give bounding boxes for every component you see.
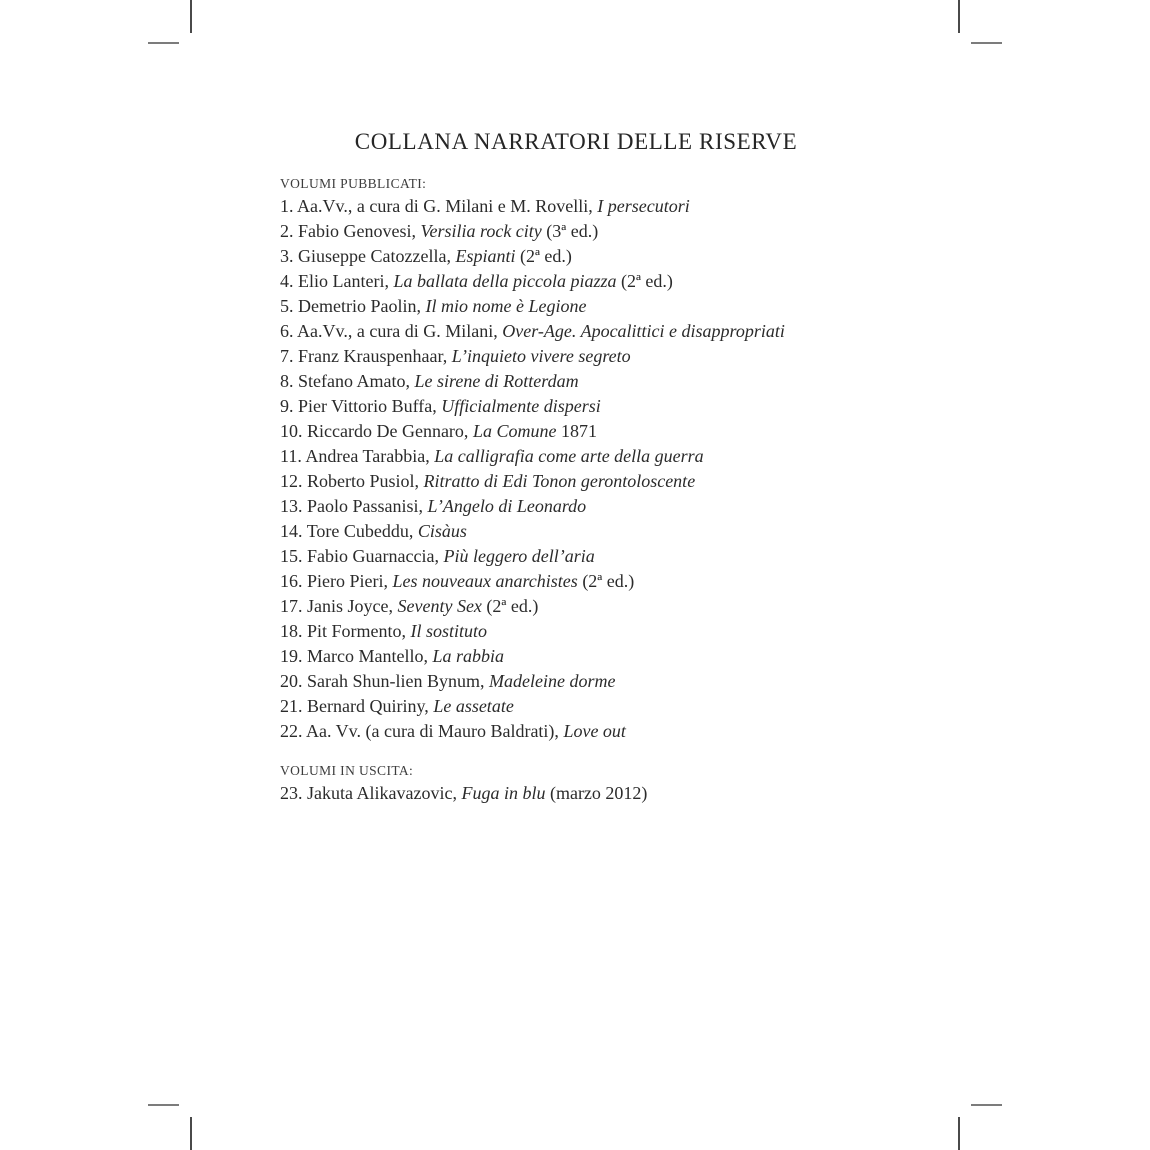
item-suffix: (marzo 2012) xyxy=(545,783,648,803)
item-author: Marco Mantello, xyxy=(307,646,433,666)
item-number: 4. xyxy=(280,271,298,291)
item-number: 20. xyxy=(280,671,307,691)
item-number: 16. xyxy=(280,571,307,591)
item-title: Love out xyxy=(563,721,626,741)
item-title: Il sostituto xyxy=(410,621,488,641)
list-item xyxy=(280,669,920,694)
item-number: 2. xyxy=(280,221,298,241)
item-number: 5. xyxy=(280,296,298,316)
item-author: Pier Vittorio Buffa, xyxy=(298,396,442,416)
item-suffix: 1871 xyxy=(556,421,597,441)
item-author: Elio Lanteri, xyxy=(298,271,394,291)
item-number: 1. xyxy=(280,196,298,216)
section-heading-forthcoming: VOLUMI IN USCITA: xyxy=(280,763,414,778)
item-number: 17. xyxy=(280,596,307,616)
list-item xyxy=(280,369,920,394)
list-item xyxy=(280,469,920,494)
item-author: Paolo Passanisi, xyxy=(307,496,428,516)
item-author: Tore Cubeddu, xyxy=(306,521,418,541)
item-number: 13. xyxy=(280,496,307,516)
item-number: 21. xyxy=(280,696,307,716)
item-number: 23. xyxy=(280,783,307,803)
crop-mark-top-left-vertical xyxy=(190,0,192,33)
item-title: I persecutori xyxy=(597,196,690,216)
list-item xyxy=(280,494,920,519)
item-suffix: (2ª ed.) xyxy=(515,246,572,266)
item-number: 19. xyxy=(280,646,307,666)
item-author: Riccardo De Gennaro, xyxy=(307,421,473,441)
list-item xyxy=(280,594,920,619)
item-title: Ufficialmente dispersi xyxy=(441,396,601,416)
item-author: Aa.Vv., a cura di G. Milani, xyxy=(297,321,503,341)
item-author: Bernard Quiriny, xyxy=(307,696,434,716)
section-heading-published: VOLUMI PUBBLICATI: xyxy=(280,176,427,191)
list-item xyxy=(280,781,920,806)
published-volumes-list xyxy=(280,194,920,744)
item-number: 7. xyxy=(280,346,298,366)
list-item xyxy=(280,519,920,544)
item-title: Seventy Sex xyxy=(397,596,482,616)
item-title: Madeleine dorme xyxy=(489,671,616,691)
item-author: Fabio Genovesi, xyxy=(298,221,421,241)
item-title: Le sirene di Rotterdam xyxy=(414,371,579,391)
item-number: 6. xyxy=(280,321,298,341)
list-item xyxy=(280,269,920,294)
item-number: 15. xyxy=(280,546,307,566)
item-title: Ritratto di Edi Tonon gerontoloscente xyxy=(423,471,696,491)
item-title: Il mio nome è Legione xyxy=(425,296,587,316)
list-item xyxy=(280,194,920,219)
item-title: Over-Age. Apocalittici e disappropriati xyxy=(502,321,785,341)
item-author: Andrea Tarabbia, xyxy=(305,446,435,466)
item-author: Jakuta Alikavazovic, xyxy=(307,783,462,803)
item-suffix: (2ª ed.) xyxy=(616,271,673,291)
item-title: Cisàus xyxy=(417,521,467,541)
item-title: Più leggero dell’aria xyxy=(443,546,595,566)
item-author: Giuseppe Catozzella, xyxy=(298,246,456,266)
crop-mark-bottom-right-vertical xyxy=(958,1117,960,1150)
crop-mark-top-right-horizontal xyxy=(971,42,1002,44)
item-number: 12. xyxy=(280,471,307,491)
item-author: Aa. Vv. (a cura di Mauro Baldrati), xyxy=(306,721,564,741)
list-item xyxy=(280,544,920,569)
item-title: L’inquieto vivere segreto xyxy=(451,346,631,366)
item-author: Stefano Amato, xyxy=(298,371,415,391)
item-suffix: (3ª ed.) xyxy=(541,221,599,241)
item-number: 10. xyxy=(280,421,307,441)
list-item xyxy=(280,219,920,244)
item-number: 9. xyxy=(280,396,298,416)
list-item xyxy=(280,419,920,444)
list-item xyxy=(280,694,920,719)
list-item xyxy=(280,394,920,419)
list-item xyxy=(280,719,920,744)
item-author: Pit Formento, xyxy=(307,621,411,641)
item-title: L’Angelo di Leonardo xyxy=(427,496,587,516)
item-author: Demetrio Paolin, xyxy=(298,296,426,316)
forthcoming-volumes-list xyxy=(280,781,920,806)
item-suffix: (2ª ed.) xyxy=(577,571,635,591)
item-author: Piero Pieri, xyxy=(307,571,393,591)
item-title: Le assetate xyxy=(433,696,514,716)
crop-mark-bottom-right-horizontal xyxy=(971,1104,1002,1106)
list-item xyxy=(280,444,920,469)
item-author: Sarah Shun-lien Bynum, xyxy=(307,671,489,691)
list-item xyxy=(280,294,920,319)
item-title: La rabbia xyxy=(432,646,504,666)
item-suffix: (2ª ed.) xyxy=(481,596,539,616)
list-item xyxy=(280,319,920,344)
item-title: Versilia rock city xyxy=(420,221,542,241)
list-item xyxy=(280,619,920,644)
item-title: La Comune xyxy=(472,421,557,441)
item-number: 11. xyxy=(280,446,306,466)
list-item xyxy=(280,644,920,669)
item-title: Les nouveaux anarchistes xyxy=(392,571,578,591)
item-author: Roberto Pusiol, xyxy=(307,471,424,491)
crop-mark-top-left-horizontal xyxy=(148,42,179,44)
list-item xyxy=(280,244,920,269)
crop-mark-bottom-left-horizontal xyxy=(148,1104,179,1106)
item-author: Janis Joyce, xyxy=(307,596,398,616)
list-item xyxy=(280,569,920,594)
item-number: 22. xyxy=(280,721,307,741)
item-author: Fabio Guarnaccia, xyxy=(307,546,444,566)
item-author: Franz Krauspenhaar, xyxy=(298,346,452,366)
item-title: La ballata della piccola piazza xyxy=(393,271,617,291)
item-author: Aa.Vv., a cura di G. Milani e M. Rovelli, xyxy=(297,196,598,216)
item-number: 18. xyxy=(280,621,307,641)
crop-mark-bottom-left-vertical xyxy=(190,1117,192,1150)
item-title: Fuga in blu xyxy=(461,783,546,803)
crop-mark-top-right-vertical xyxy=(958,0,960,33)
list-item xyxy=(280,344,920,369)
series-title: COLLANA NARRATORI DELLE RISERVE xyxy=(354,129,798,154)
item-title: Espianti xyxy=(455,246,516,266)
item-title: La calligrafia come arte della guerra xyxy=(434,446,704,466)
item-number: 14. xyxy=(280,521,307,541)
item-number: 8. xyxy=(280,371,298,391)
item-number: 3. xyxy=(280,246,298,266)
